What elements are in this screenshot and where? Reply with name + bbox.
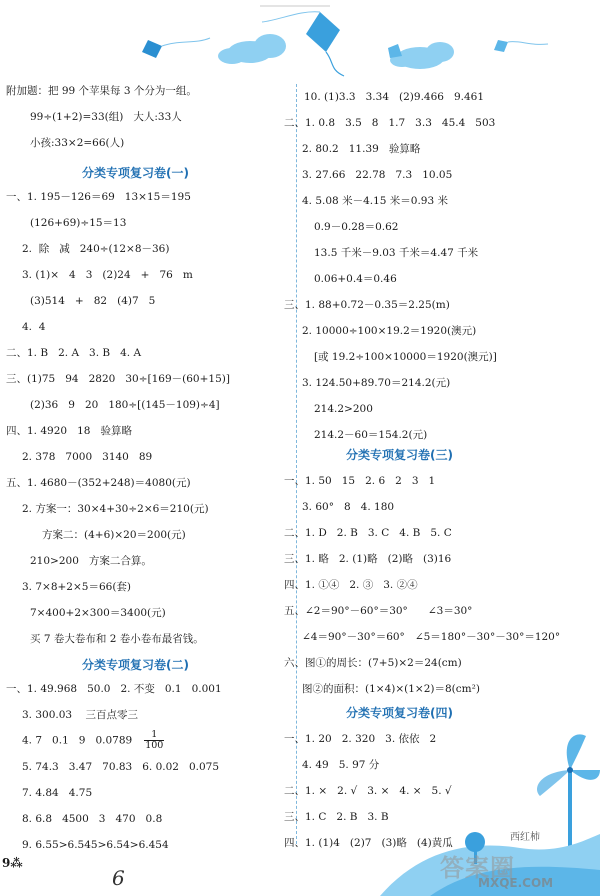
section-title: 分类专项复习卷(三) [346, 448, 453, 462]
answer-line: 2. 80.2 11.39 验算略 [302, 143, 421, 155]
answer-line: 3. (1)× 4 3 (2)24 + 76 m [22, 269, 193, 281]
answer-line: 9. 6.55>6.545>6.54>6.454 [22, 839, 169, 851]
section-title: 分类专项复习卷(一) [82, 166, 189, 180]
answer-line: 小孩:33×2=66(人) [30, 137, 125, 149]
answer-line: 五、∠2＝90°－60°＝30° ∠3＝30° [284, 605, 473, 617]
answer-line: 3. 27.66 22.78 7.3 10.05 [302, 169, 453, 181]
answer-line: 3. 300.03 三百点零三 [22, 709, 138, 721]
header-decoration [0, 0, 600, 78]
answer-line: 3. 60° 8 4. 180 [302, 501, 395, 513]
answer-line: 四、1. (1)4 (2)7 (3)略 (4)黄瓜 [284, 837, 453, 849]
answer-text: 4. 7 0.1 9 0.0789 [22, 734, 133, 747]
answer-line: 一、1. 50 15 2. 6 2 3 1 [284, 475, 436, 487]
fraction-numerator: 1 [144, 730, 164, 741]
answer-line: ∠4＝90°－30°＝60° ∠5＝180°－30°－30°＝120° [302, 631, 561, 643]
answer-line: 买 7 卷大卷布和 2 卷小卷布最省钱。 [30, 633, 204, 645]
answer-line: 2. 除 减 240÷(12×8－36) [22, 243, 170, 255]
answer-line: 0.06+0.4＝0.46 [314, 273, 397, 285]
answer-line: 99÷(1+2)=33(组) 大人:33人 [30, 111, 182, 123]
answer-line: 214.2>200 [314, 403, 373, 415]
kite-icon [142, 38, 210, 58]
answer-line: 214.2－60＝154.2(元) [314, 429, 428, 441]
bonus-question: 附加题：把 99 个苹果每 3 个分为一组。 [6, 85, 197, 97]
answer-line: 2. 方案一：30×4+30÷2×6＝210(元) [22, 503, 209, 515]
answer-line: 7. 4.84 4.75 [22, 787, 93, 799]
answer-line: 四、1. ①④ 2. ③ 3. ②④ [284, 579, 418, 591]
answer-line: [或 19.2÷100×10000＝1920(澳元)] [314, 351, 497, 363]
answer-line: 六、图①的周长：(7+5)×2＝24(cm) [284, 657, 462, 669]
section-title: 分类专项复习卷(四) [346, 706, 453, 720]
answer-line: 二、1. B 2. A 3. B 4. A [6, 347, 142, 359]
answer-line: 4. 4 [22, 321, 46, 333]
answer-line: (126+69)÷15＝13 [30, 217, 127, 229]
answer-line: 三、1. 88+0.72－0.35＝2.25(m) [284, 299, 450, 311]
answer-line: 二、1. 0.8 3.5 8 1.7 3.3 45.4 503 [284, 117, 496, 129]
stamp-text: 西红柿 [510, 832, 540, 843]
watermark: 答案圈 [440, 854, 515, 882]
answer-line: 一、1. 195－126＝69 13×15＝195 [6, 191, 191, 203]
answer-line: 二、1. × 2. √ 3. × 4. × 5. √ [284, 785, 452, 797]
section-title: 分类专项复习卷(二) [82, 658, 189, 672]
answer-line: 2. 378 7000 3140 89 [22, 451, 153, 463]
answer-line: (3)514 + 82 (4)7 5 [30, 295, 156, 307]
answer-line: 一、1. 49.968 50.0 2. 不变 0.1 0.001 [6, 683, 222, 695]
kite-icon [388, 44, 402, 58]
answer-line: 3. 7×8+2×5＝66(套) [22, 581, 132, 593]
answer-line: 0.9－0.28＝0.62 [314, 221, 399, 233]
answer-line: 四、1. 4920 18 验算略 [6, 425, 132, 437]
answer-line: 2. 10000÷100×19.2＝1920(澳元) [302, 325, 477, 337]
answer-line: 3. 124.50+89.70＝214.2(元) [302, 377, 451, 389]
corner-mark: 9⁂ [2, 856, 23, 870]
answer-line: 三、(1)75 94 2820 30÷[169－(60+15)] [6, 373, 230, 385]
answer-line: 4. 5.08 米－4.15 米＝0.93 米 [302, 195, 449, 207]
answer-line: (2)36 9 20 180÷[(145－109)÷4] [30, 399, 220, 411]
answer-line: 5. 74.3 3.47 70.83 6. 0.02 0.075 [22, 761, 220, 773]
page-number: 6 [112, 866, 125, 890]
answer-line: 10. (1)3.3 3.34 (2)9.466 9.461 [304, 91, 485, 103]
answer-line: 三、1. 略 2. (1)略 (2)略 (3)16 [284, 553, 452, 565]
answer-line: 五、1. 4680－(352+248)＝4080(元) [6, 477, 191, 489]
answer-line: 三、1. C 2. B 3. B [284, 811, 389, 823]
fraction-denominator: 100 [145, 740, 164, 751]
answer-line: 8. 6.8 4500 3 470 0.8 [22, 813, 163, 825]
answer-line: 二、1. D 2. B 3. C 4. B 5. C [284, 527, 452, 539]
watermark-url: MXQE.COM [478, 876, 554, 890]
cloud-icon [218, 34, 286, 64]
answer-line: 方案二：(4+6)×20＝200(元) [42, 529, 186, 541]
answer-line: 图②的面积：(1×4)×(1×2)＝8(cm²) [302, 683, 480, 695]
answer-line: 13.5 千米－9.03 千米＝4.47 千米 [314, 247, 479, 259]
kite-icon [494, 40, 548, 52]
answer-line: 210>200 方案二合算。 [30, 555, 152, 567]
answer-line: 一、1. 20 2. 320 3. 依依 2 [284, 733, 437, 745]
answer-line: 4. 49 5. 97 分 [302, 759, 380, 771]
answer-line: 7×400+2×300＝3400(元) [30, 607, 166, 619]
